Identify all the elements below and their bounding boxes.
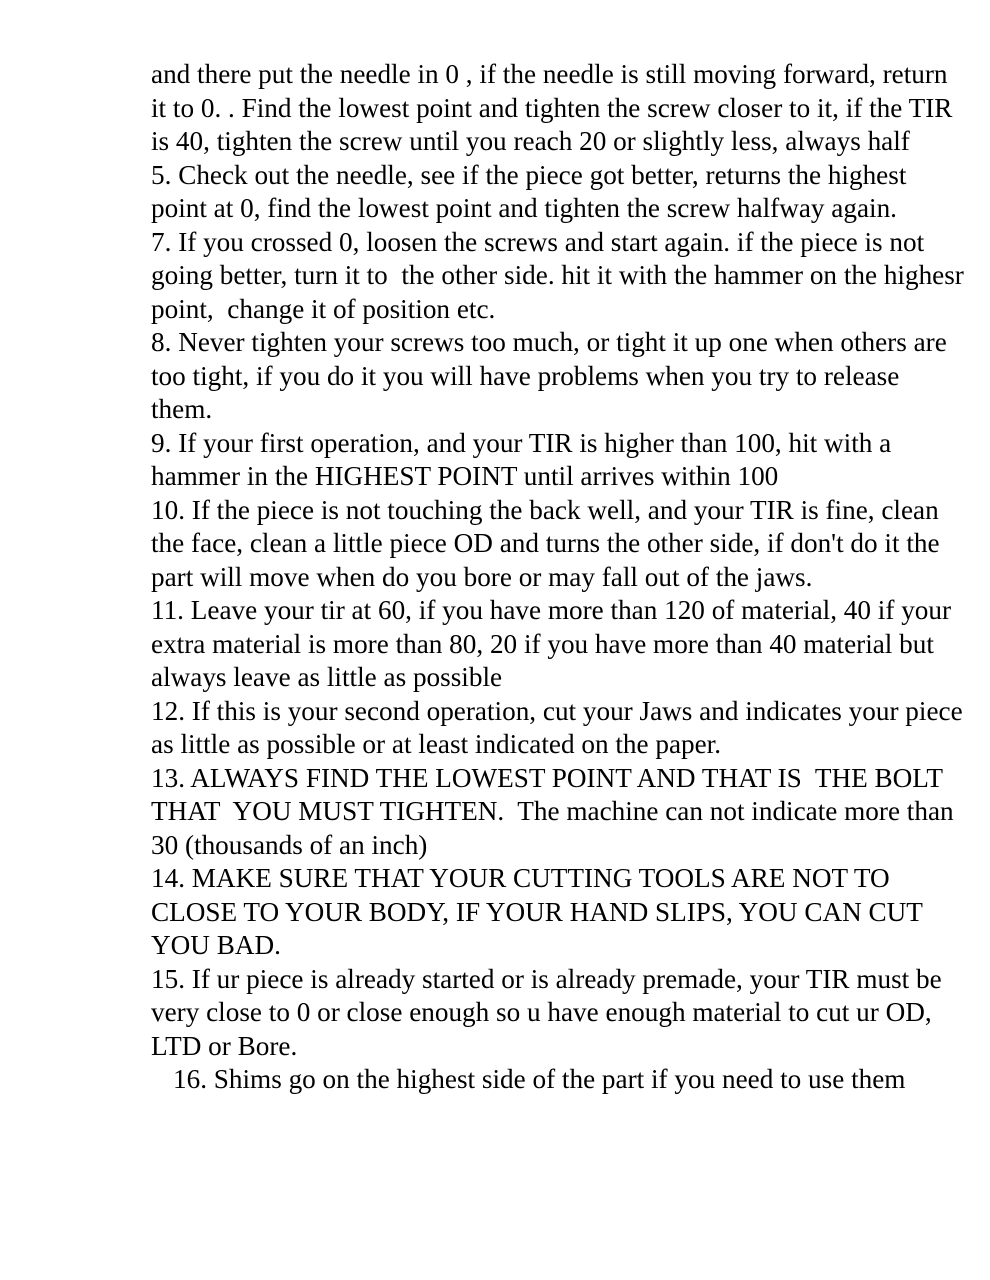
paragraph-item-9: 9. If your first operation, and your TIR is higher than 100, hit with a hammer in the HIGHEST POINT until arrives within 100	[151, 427, 899, 491]
paragraph-item-11: 11. Leave your tir at 60, if you have more than 120 of material, 40 if your extra material is more than 80, 20 if you have more than 40 material but always leave as little as possible	[151, 595, 958, 692]
paragraph-item-12: 12. If this is your second operation, cut your Jaws and indicates your piece as little as possible or at least indicated on the paper.	[151, 695, 970, 759]
paragraph-item-13: 13. ALWAYS FIND THE LOWEST POINT AND THAT IS THE BOLT THAT YOU MUST TIGHTEN. The machine can not indicate more than 30 (thousands of an inch)	[151, 762, 961, 860]
paragraph-item-5: 5. Check out the needle, see if the piece got better, returns the highest point at 0, find the lowest point and tighten the screw halfway again.	[151, 159, 914, 223]
paragraph-item-15: 15. If ur piece is already started or is already premade, your TIR must be very close to 0 or close enough so u have enough material to cut ur OD, LTD or Bore.	[151, 963, 949, 1061]
paragraph-item-8: 8. Never tighten your screws too much, or tight it up one when others are too tight, if you do it you will have problems when you try to release them.	[151, 327, 954, 424]
paragraph-item-14: 14. MAKE SURE THAT YOUR CUTTING TOOLS ARE NOT TO CLOSE TO YOUR BODY, IF YOUR HAND SLIPS, YOU CAN CUT YOU BAD.	[151, 863, 929, 960]
paragraph-item-7: 7. If you crossed 0, loosen the screws and start again. if the piece is not going better, turn it to the other side. hit it with the hammer on the highesr point, change it of position etc.	[151, 226, 971, 324]
paragraph-item-16: 16. Shims go on the highest side of the part if you need to use them	[173, 1064, 906, 1094]
paragraph-continuation: and there put the needle in 0 , if the needle is still moving forward, return it to 0. . Find the lowest point and tighten the screw closer to it, if the TIR is 40, tighten the screw until you reach 20 or slightly less, always half	[151, 59, 960, 156]
document-body	[151, 58, 971, 1097]
paragraph-item-10: 10. If the piece is not touching the back well, and your TIR is fine, clean the face, clean a little piece OD and turns the other side, if don't do it the part will move when do you bore or may fall out of the jaws.	[151, 494, 947, 592]
